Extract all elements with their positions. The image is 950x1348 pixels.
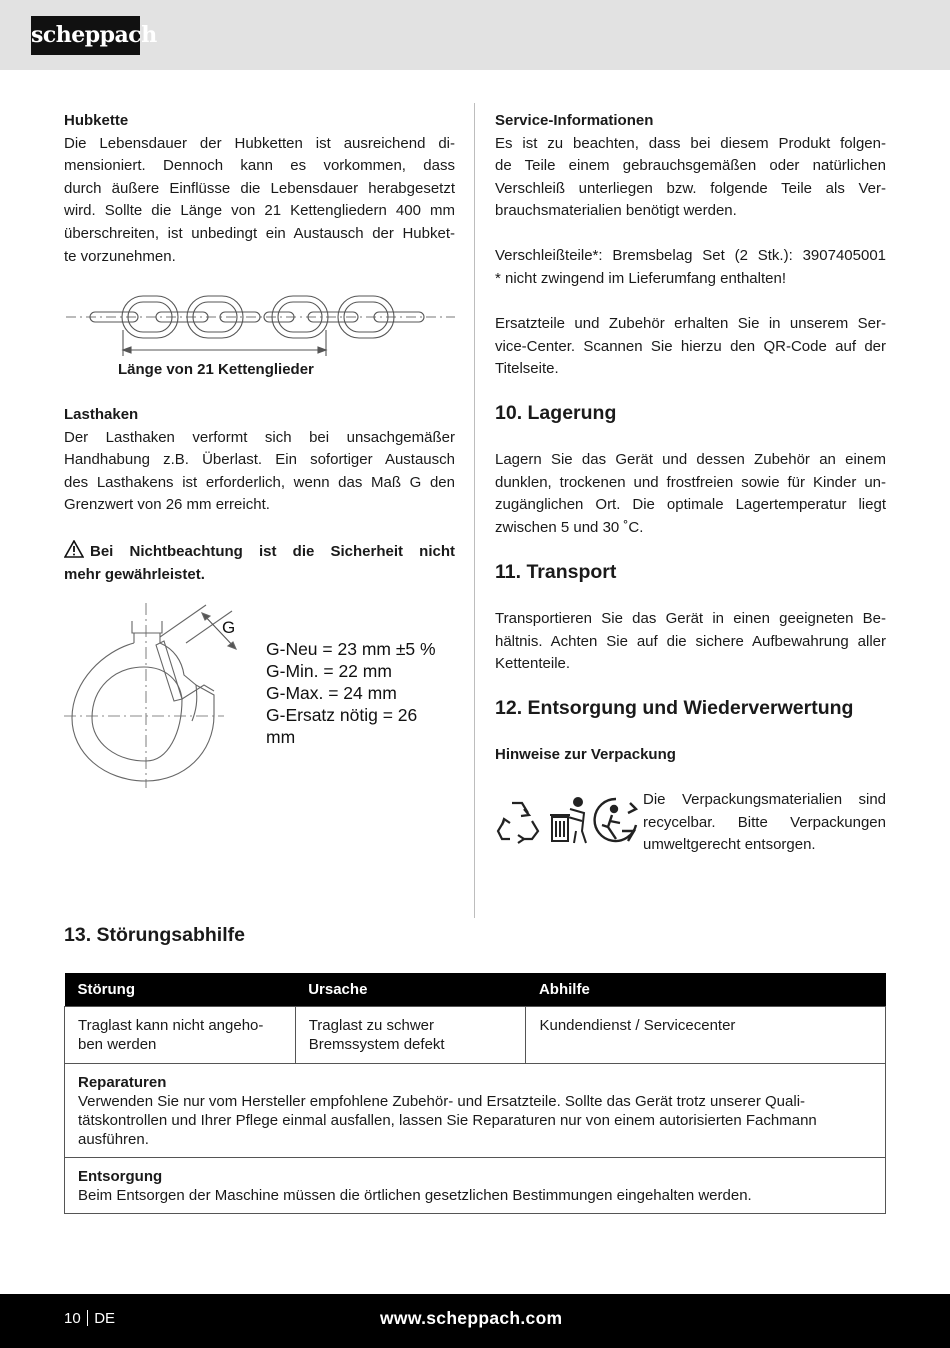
transport-text xyxy=(495,608,886,676)
table-row xyxy=(65,1157,886,1213)
transport-heading: 11. Transport xyxy=(495,561,617,583)
hook-diagram xyxy=(64,603,254,788)
g-value: G-Neu = 23 mm ±5 % xyxy=(266,639,436,659)
service-title: Service-Informationen xyxy=(495,112,654,129)
warning-line xyxy=(64,540,455,564)
g-value: G-Ersatz nötig = 26 xyxy=(266,705,418,725)
lasthaken-title: Lasthaken xyxy=(64,406,139,423)
entsorgung-title: Entsorgung xyxy=(78,1167,163,1185)
warning-line: mehr gewährleistet. xyxy=(64,565,205,583)
verpackung-subtitle: Hinweise zur Verpackung xyxy=(495,746,676,763)
hubkette-line: überschreiten, ist unbedingt ein Austausch der Hubket- xyxy=(64,224,455,242)
reparaturen-cell xyxy=(65,1063,886,1157)
hubkette-line: te vorzunehmen. xyxy=(64,247,176,265)
lasthaken-line: Grenzwert von 26 mm erreicht. xyxy=(64,496,270,514)
verpackung-line: umweltgerecht entsorgen. xyxy=(643,836,816,854)
warning-text: Bei Nichtbeachtung ist die Sicherheit nicht xyxy=(90,543,455,560)
column-header: Störung xyxy=(65,973,296,1006)
hubkette-title: Hubkette xyxy=(64,112,129,129)
wear-parts xyxy=(495,245,886,290)
lagerung-text xyxy=(495,449,886,539)
page-number: 10 xyxy=(64,1310,81,1327)
cell-ursache xyxy=(295,1006,526,1063)
scheppach-logo: scheppach xyxy=(31,16,140,55)
service-line: Verschleiß unterliegen bzw. folgende Teile als Ver- xyxy=(495,179,886,197)
spare-parts xyxy=(495,313,886,381)
reparaturen-line: ausführen. xyxy=(78,1130,149,1148)
lasthaken-section xyxy=(64,404,455,517)
spare-parts-line: vice-Center. Scannen Sie hierzu den QR-Code auf der xyxy=(495,337,886,355)
chain-caption: Länge von 21 Kettenglieder xyxy=(118,361,314,378)
wear-parts-line: Verschleißteile*: Bremsbelag Set (2 Stk.): 3907405001 xyxy=(495,247,886,264)
service-line: Es ist zu beachten, dass bei diesem Produkt folgen- xyxy=(495,134,886,152)
troubleshooting-table xyxy=(64,973,886,1214)
footer-separator xyxy=(87,1310,89,1326)
hubkette-section xyxy=(64,110,455,268)
lagerung-line: zugänglichen Ort. Die optimale Lagertemperatur liegt xyxy=(495,496,886,514)
recycle-icon xyxy=(498,803,538,843)
lasthaken-line: des Lasthakens ist erforderlich, wenn das Maß G den xyxy=(64,473,455,491)
entsorgung-cell xyxy=(65,1157,886,1213)
transport-line: Kettenteile. xyxy=(495,655,571,673)
spare-parts-line: Ersatzteile und Zubehör erhalten Sie in unserem Ser- xyxy=(495,315,886,332)
verpackung-text xyxy=(643,789,886,857)
service-line: brauchsmaterialien benötigt werden. xyxy=(495,202,737,220)
website-link[interactable]: www.scheppach.com xyxy=(380,1308,563,1328)
page-header xyxy=(0,0,950,70)
recycle-figure-icon xyxy=(595,799,636,841)
cell-stoerung xyxy=(65,1006,296,1063)
column-divider xyxy=(474,103,475,918)
table-row xyxy=(65,1006,886,1063)
cell-line: Bremssystem defekt xyxy=(308,1035,445,1053)
stoerungsabhilfe-heading: 13. Störungsabhilfe xyxy=(64,924,245,946)
column-header: Abhilfe xyxy=(526,973,886,1006)
page-footer xyxy=(0,1294,950,1348)
recycling-icons xyxy=(496,795,641,845)
trash-bin-icon xyxy=(550,798,586,843)
cell-line: Traglast kann nicht angeho- xyxy=(78,1016,264,1034)
entsorgung-text: Beim Entsorgen der Maschine müssen die örtlichen gesetzlichen Bestimmungen eingehalten werden. xyxy=(78,1186,752,1204)
column-header: Ursache xyxy=(295,973,526,1006)
g-value: G-Max. = 24 mm xyxy=(266,683,397,703)
lagerung-line: zwischen 5 und 30 ˚C. xyxy=(495,518,644,536)
lagerung-line: Lagern Sie das Gerät und dessen Zubehör an einem xyxy=(495,451,886,468)
spare-parts-line: Titelseite. xyxy=(495,360,559,378)
lagerung-line: dunklen, trockenen und frostfreien sowie für Kinder un- xyxy=(495,473,886,491)
reparaturen-line: tätskontrollen und Ihrer Pflege einmal ausfallen, lassen Sie Reparaturen nur von einem autorisierten Fachmann xyxy=(78,1111,817,1129)
wear-parts-note: * nicht zwingend im Lieferumfang enthalten! xyxy=(495,269,787,287)
g-value: mm xyxy=(266,727,296,747)
g-value: G-Min. = 22 mm xyxy=(266,661,392,681)
reparaturen-title: Reparaturen xyxy=(78,1073,167,1091)
cell-line: ben werden xyxy=(78,1035,157,1053)
table-header-row xyxy=(65,973,886,1006)
verpackung-line: Die Verpackungsmaterialien sind xyxy=(643,791,886,808)
service-line: de Teile einem gebrauchsgemäßen oder natürlichen xyxy=(495,157,886,175)
cell-line: Traglast zu schwer xyxy=(308,1016,435,1034)
hubkette-line: wird. Sollte die Länge von 21 Kettengliedern 400 mm xyxy=(64,202,455,220)
reparaturen-line: Verwenden Sie nur vom Hersteller empfohlene Zubehör- und Ersatzteile. Sollte das Gerät trotz unserer Quali- xyxy=(78,1092,806,1110)
hubkette-line: Die Lebensdauer der Hubketten ist ausreichend di- xyxy=(64,134,455,152)
transport-line: hältnis. Achten Sie auf die sichere Aufbewahrung aller xyxy=(495,632,886,650)
cell-abhilfe: Kundendienst / Servicecenter xyxy=(526,1006,886,1063)
chain-diagram xyxy=(60,290,460,360)
entsorgung-heading: 12. Entsorgung und Wiederverwertung xyxy=(495,697,854,719)
verpackung-line: recycelbar. Bitte Verpackungen xyxy=(643,813,886,831)
safety-warning xyxy=(64,540,455,586)
transport-line: Transportieren Sie das Gerät in einen geeigneten Be- xyxy=(495,610,886,627)
hubkette-line: durch äußere Einflüsse die Lebensdauer herabgesetzt xyxy=(64,179,455,197)
lasthaken-line: Der Lasthaken verformt sich bei unsachgemäßer xyxy=(64,428,455,446)
table-row xyxy=(65,1063,886,1157)
service-section xyxy=(495,110,886,223)
hook-dimension-label: G xyxy=(222,618,236,637)
page-number-block xyxy=(64,1310,115,1327)
g-values-list xyxy=(266,638,436,748)
language-code: DE xyxy=(94,1310,116,1327)
lasthaken-line: Handhabung z.B. Überlast. Ein sofortiger Austausch xyxy=(64,451,455,469)
warning-triangle-icon xyxy=(64,540,84,558)
hubkette-line: mensioniert. Dennoch kann es vorkommen, dass xyxy=(64,157,455,175)
lagerung-heading: 10. Lagerung xyxy=(495,402,617,424)
